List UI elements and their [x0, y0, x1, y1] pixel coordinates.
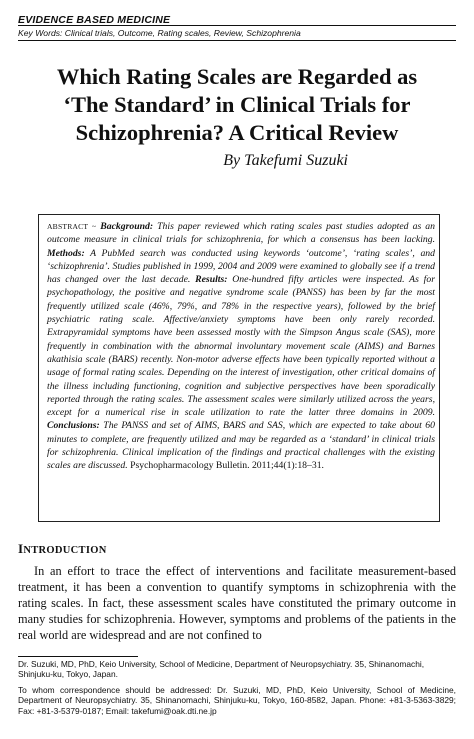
title-line: ‘The Standard’ in Clinical Trials for — [63, 92, 411, 117]
journal-citation: Psychopharmacology Bulletin. 2011;44(1):18–31. — [130, 460, 324, 472]
heading-initial: I — [18, 541, 24, 556]
correspondence-note: To whom correspondence should be addressed: Dr. Suzuki, MD, PhD, Keio University, School of Medicine, Department of Neuropsychiatry. 35, Shinanomachi, Shinjuku-ku, Tokyo, 160-8582, Japan. Phone: +81-3-5363-3829; Fax: +81-3-5379-0187; Email: takefumi@oak.dti.ne.jp — [18, 685, 456, 716]
footnote-rule — [18, 656, 138, 657]
introduction-heading — [18, 541, 107, 557]
conclusions-label: Conclusions: — [47, 420, 100, 432]
conclusions-text: The PANSS and set of AIMS, BARS and SAS, which are expected to take about 60 minutes to complete, are frequently utilized and may be regarded as a ‘standard’ in clinical trials for schizophrenia. Clinical implication of the findings and practical challenges with the existing scales are discussed. — [47, 420, 435, 472]
title-line: Which Rating Scales are Regarded as — [56, 64, 418, 89]
keywords-line: Key Words: Clinical trials, Outcome, Rating scales, Review, Schizophrenia — [18, 28, 301, 38]
methods-label: Methods: — [47, 247, 85, 259]
methods-text: A PubMed search was conducted using keywords ‘outcome’, ‘rating scales’, and ‘schizophrenia’. Studies published in 1999, 2004 and 2009 were examined to globally see if a trend has changed over the last decade. — [47, 247, 435, 286]
results-label: Results: — [195, 274, 228, 286]
title-line: Schizophrenia? A Critical Review — [75, 120, 399, 145]
abstract-text — [47, 220, 435, 473]
author-affiliation: Dr. Suzuki, MD, PhD, Keio University, School of Medicine, Department of Neuropsychiatry. 35, Shinanomachi, Shinjuku-ku, Tokyo, Japan. — [18, 659, 425, 680]
results-text: One-hundred fifty articles were inspected. As for psychopathology, the positive and negative syndrome scale (PANSS) has been by far the most frequently utilized scale (46%, 79%, and 78% in the respective years), followed by the brief psychiatric rating scale. Affective/anxiety symptoms have been only rarely recorded. Extrapyramidal symptoms have been assessed mostly with the Simpson Angus scale (SAS), more frequently in combination with the abnormal involuntary movement scale (AIMS) and Barnes akathisia scale (BARS) recently. Non-motor adverse effects have been typically reported without a usage of formal rating scales. Depending on the interest of investigation, other critical domains of the illness including functioning, cognition and subjective perspectives have been sporadically reported through the rating scales. The assessment scales were similarly utilized across the years, except for a numerical rise in scale utilization to rate the latter three domains in 2009. — [47, 274, 435, 419]
background-text: This paper reviewed which rating scales past studies adopted as an outcome measure in clinical trials for schizophrenia, for which a consensus has been lacking. — [47, 221, 435, 246]
header-rule — [18, 25, 456, 26]
introduction-paragraph: In an effort to trace the effect of interventions and facilitate measurement-based treatment, it has been a convention to quantify symptoms in schizophrenia with the rating scales. In fact, these assessment scales have constituted the primary outcome in many studies for schizophrenia. However, symptoms and problems of the patients in the real world are widespread and are not confined to — [18, 564, 456, 642]
keywords-rule — [18, 40, 456, 41]
abstract-label: ABSTRACT ~ — [47, 222, 97, 231]
author-byline: By Takefumi Suzuki — [223, 152, 348, 169]
background-label: Background: — [100, 221, 154, 232]
article-title — [0, 63, 474, 147]
heading-rest: NTRODUCTION — [23, 545, 107, 556]
section-label: EVIDENCE BASED MEDICINE — [18, 14, 171, 26]
